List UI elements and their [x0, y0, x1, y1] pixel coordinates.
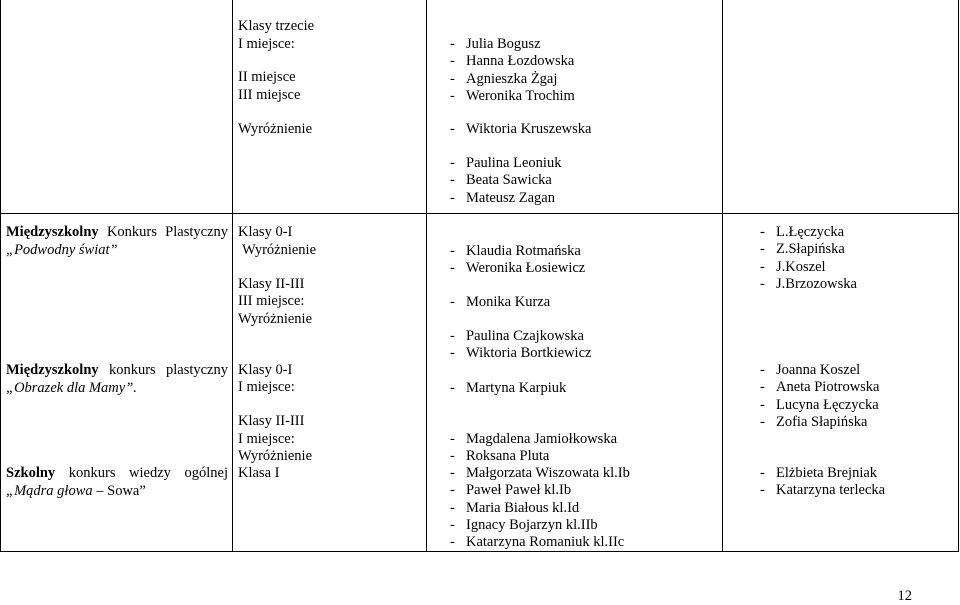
list-item: - Lucyna Łęczycka: [760, 396, 879, 413]
klasy-trzecie-third-place-list: [450, 155, 561, 207]
list-item: - Paulina Leoniuk: [450, 155, 562, 171]
label: I miejsce:: [238, 36, 295, 52]
list-item: - Joanna Koszel: [760, 362, 861, 378]
label: I miejsce:: [238, 379, 295, 395]
competition-obrazek-dla-mamy: Międzyszkolny konkurs plastyczny „Obrazek dla Mamy”.: [6, 362, 228, 396]
label: III miejsce: [238, 87, 301, 103]
list-item: - Katarzyna terlecka: [760, 482, 886, 499]
label: III miejsce:: [238, 293, 305, 309]
list-item: - Z.Słapińska: [760, 241, 845, 258]
obrazek-group1-list: [450, 380, 566, 397]
list-item: - Wiktoria Bortkiewicz: [450, 345, 592, 362]
list-item: - Katarzyna Romaniuk kl.IIc: [450, 534, 625, 551]
list-item: - Monika Kurza: [450, 294, 551, 310]
list-item: - Małgorzata Wiszowata kl.Ib: [450, 465, 630, 481]
madra-glowa-teachers-list: [760, 465, 885, 500]
label: Wyróżnienie: [238, 121, 313, 137]
list-item: - Martyna Karpiuk: [450, 380, 567, 396]
list-item: - Magdalena Jamiołkowska: [450, 431, 618, 447]
list-item: - Roksana Pluta: [450, 448, 550, 465]
label: Klasa I: [238, 465, 280, 481]
list-item: - Paulina Czajkowska: [450, 328, 584, 344]
list-item: - Beata Sawicka: [450, 172, 552, 189]
list-item: - Wiktoria Kruszewska: [450, 121, 592, 137]
competition-madra-glowa: Szkolny konkurs wiedzy ogólnej „Mądra głowa – Sowa”: [6, 465, 228, 499]
list-item: - Paweł Paweł kl.Ib: [450, 482, 572, 499]
table-border-left: [0, 0, 1, 552]
podwodny-group2-list: [450, 294, 550, 311]
label: II miejsce: [238, 69, 296, 85]
list-item: - Maria Białous kl.Id: [450, 499, 580, 516]
row-divider: [0, 213, 959, 214]
podwodny-teachers-list: [760, 224, 857, 293]
list-item: - Weronika Trochim: [450, 87, 575, 104]
list-item: - J.Brzozowska: [760, 275, 857, 292]
label: Wyróżnienie: [242, 242, 317, 258]
obrazek-teachers-list: [760, 362, 880, 431]
label: I miejsce:: [238, 431, 295, 447]
list-item: - Aneta Piotrowska: [760, 379, 880, 396]
page-number: 12: [897, 588, 912, 604]
list-item: - Mateusz Zagan: [450, 189, 555, 206]
column-divider-1: [232, 0, 233, 552]
table-border-right: [958, 0, 959, 552]
label: Klasy 0-I: [238, 224, 293, 240]
label: Wyróżnienie: [238, 311, 313, 327]
list-item: - Zofia Słapińska: [760, 413, 868, 430]
list-item: - Hanna Łozdowska: [450, 53, 575, 70]
label: Klasy II-III: [238, 276, 305, 292]
madra-glowa-winners-list: [450, 465, 630, 551]
label: Klasy 0-I: [238, 362, 293, 378]
list-item: - Elżbieta Brejniak: [760, 465, 878, 481]
column-divider-3: [722, 0, 723, 552]
column-divider-2: [426, 0, 427, 552]
list-item: - Agnieszka Żgaj: [450, 70, 558, 87]
label: Klasy II-III: [238, 413, 305, 429]
klasy-trzecie-second-place-list: [450, 121, 591, 138]
list-item: - L.Łęczycka: [760, 224, 845, 240]
list-item: - Julia Bogusz: [450, 36, 541, 52]
label: Wyróżnienie: [238, 448, 313, 464]
klasy-trzecie-first-place-list: [450, 36, 575, 105]
list-item: - J.Koszel: [760, 258, 826, 275]
podwodny-group1-list: [450, 243, 585, 278]
list-item: - Ignacy Bojarzyn kl.IIb: [450, 516, 598, 533]
list-item: - Weronika Łosiewicz: [450, 260, 586, 277]
list-item: - Klaudia Rotmańska: [450, 243, 581, 259]
label: Klasy trzecie: [238, 18, 315, 34]
podwodny-group3-list: [450, 328, 591, 363]
competition-podwodny-swiat: Międzyszkolny Konkurs Plastyczny „Podwodny świat”: [6, 224, 228, 258]
obrazek-group2-list: [450, 431, 617, 466]
